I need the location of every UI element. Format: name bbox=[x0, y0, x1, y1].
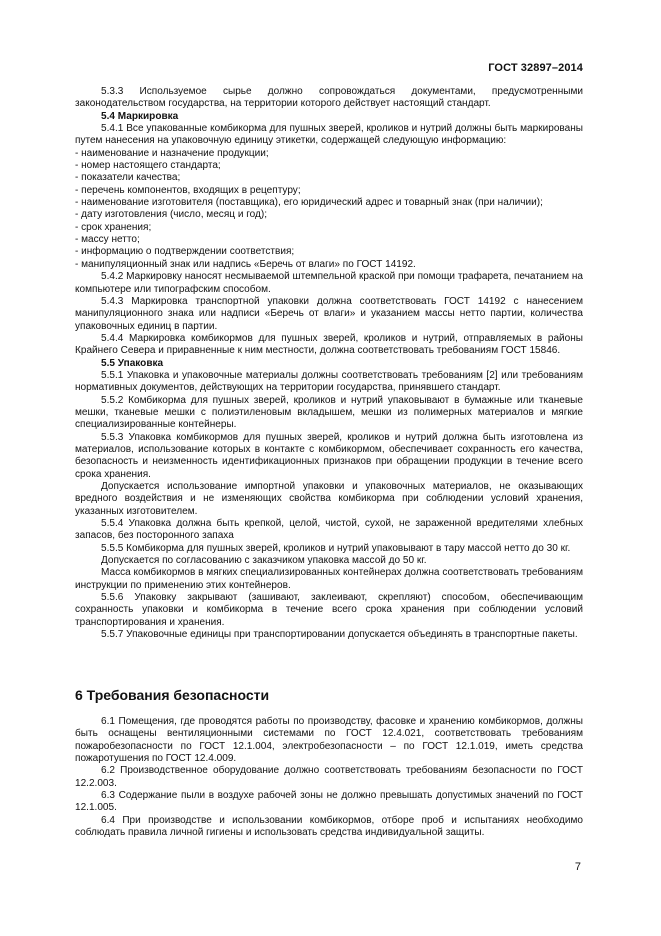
paragraph-mass: Масса комбикормов в мягких специализированных контейнерах должна соответствовать требованиям инструкции по применению этих контейнеров. bbox=[75, 567, 583, 591]
list-item: - информацию о подтверждении соответствия; bbox=[75, 246, 295, 258]
list-item: - показатели качества; bbox=[75, 172, 181, 184]
standard-header: ГОСТ 32897–2014 bbox=[488, 62, 583, 74]
list-item: - дату изготовления (число, месяц и год); bbox=[75, 209, 268, 221]
paragraph-5-4-3: 5.4.3 Маркировка транспортной упаковки должна соответствовать ГОСТ 14192 с нанесением манипуляционного знака или надписи «Беречь от влаги» и указанием массы нетто партии, количества упаковочных единиц в партии. bbox=[75, 295, 583, 332]
paragraph-allowed-50: Допускается по согласованию с заказчиком упаковка массой до 50 кг. bbox=[101, 555, 427, 567]
paragraph-5-4-1: 5.4.1 Все упакованные комбикорма для пушных зверей, кроликов и нутрий должны быть маркированы путем нанесения на упаковочную единицу этикетки, содержащей следующую информацию: bbox=[75, 123, 583, 147]
paragraph-5-4-2: 5.4.2 Маркировку наносят несмываемой штемпельной краской при помощи трафарета, печатанием на компьютере или типографским способом. bbox=[75, 271, 583, 295]
paragraph-6-1: 6.1 Помещения, где проводятся работы по производству, фасовке и хранению комбикормов, должны быть оснащены вентиляционными системами по ГОСТ 12.4.021, соответствовать требованиям пожаробезопасности по ГОСТ 12.1.004, электробезопасности – по ГОСТ 12.1.019, иметь средства пожаротушения по ГОСТ 12.4.009. bbox=[75, 716, 583, 765]
paragraph-5-5-4: 5.5.4 Упаковка должна быть крепкой, целой, чистой, сухой, не зараженной вредителями хлебных запасов, без посторонного запаха bbox=[75, 518, 583, 542]
section-5-body bbox=[75, 86, 583, 641]
heading-5-5: 5.5 Упаковка bbox=[101, 357, 164, 369]
list-item: - манипуляционный знак или надпись «Беречь от влаги» по ГОСТ 14192. bbox=[75, 258, 416, 270]
paragraph-allowed-import: Допускается использование импортной упаковки и упаковочных материалов, не оказывающих вредного воздействия и не изменяющих свойства комбикорма при соблюдении условий хранения, указанных изготовителем. bbox=[75, 481, 583, 517]
list-item: - массу нетто; bbox=[75, 234, 140, 246]
list-item: - наименование изготовителя (поставщика), его юридический адрес и товарный знак (при наличии); bbox=[75, 197, 543, 209]
page-number: 7 bbox=[574, 861, 581, 873]
list-item: - срок хранения; bbox=[75, 221, 152, 233]
paragraph-5-5-1: 5.5.1 Упаковка и упаковочные материалы должны соответствовать требованиям [2] или требованиям нормативных документов, действующих на территории государства, принявшего стандарт. bbox=[75, 369, 583, 394]
paragraph-5-5-7: 5.5.7 Упаковочные единицы при транспортировании допускается объединять в транспортные пакеты. bbox=[101, 629, 578, 641]
section-6-body bbox=[75, 716, 583, 839]
paragraph-6-2: 6.2 Производственное оборудование должно соответствовать требованиям безопасности по ГОСТ 12.2.003. bbox=[75, 765, 583, 789]
paragraph-5-5-6: 5.5.6 Упаковку закрывают (зашивают, заклеивают, скрепляют) способом, обеспечивающим сохранность упаковки и комбикорма в течение всего срока хранения при соблюдении условий транспортирования и хранения. bbox=[75, 592, 583, 628]
list-item: - наименование и назначение продукции; bbox=[75, 147, 269, 159]
paragraph-5-5-5: 5.5.5 Комбикорма для пушных зверей, кроликов и нутрий упаковывают в тару массой нетто до 30 кг. bbox=[101, 542, 571, 554]
paragraph-5-5-3: 5.5.3 Упаковка комбикормов для пушных зверей, кроликов и нутрий должна быть изготовлена из материалов, использование которых в контакте с комбикормом, обеспечивает сохранность его качества, безопасность и неизменность идентификационных признаков при обращении продукции в течение всего срока хранения. bbox=[75, 431, 583, 480]
paragraph-5-5-2: 5.5.2 Комбикорма для пушных зверей, кроликов и нутрий упаковывают в бумажные или тканевые мешки, тканевые мешки с полиэтиленовым вкладышем, мешки из полимерных материалов и мягкие специализированные контейнеры. bbox=[75, 394, 583, 431]
paragraph-5-3-3: 5.3.3 Используемое сырье должно сопровождаться документами, предусмотренными законодательством государства, на территории которого действует настоящий стандарт. bbox=[75, 86, 583, 110]
paragraph-5-4-4: 5.4.4 Маркировка комбикормов для пушных зверей, кроликов и нутрий, отправляемых в районы Крайнего Севера и приравненные к ним местности, должна соответствовать требованиям ГОСТ 15846. bbox=[75, 332, 583, 357]
paragraph-6-3: 6.3 Содержание пыли в воздухе рабочей зоны не должно превышать допустимых значений по ГОСТ 12.1.005. bbox=[75, 790, 583, 814]
list-item: - номер настоящего стандарта; bbox=[75, 160, 221, 172]
paragraph-6-4: 6.4 При производстве и использовании комбикормов, отборе проб и испытаниях необходимо соблюдать правила личной гигиены и использовать средства индивидуальной защиты. bbox=[75, 814, 583, 839]
heading-5-4: 5.4 Маркировка bbox=[101, 110, 179, 122]
list-item: - перечень компонентов, входящих в рецептуру; bbox=[75, 184, 301, 196]
section-6-title: 6 Требования безопасности bbox=[75, 687, 270, 703]
